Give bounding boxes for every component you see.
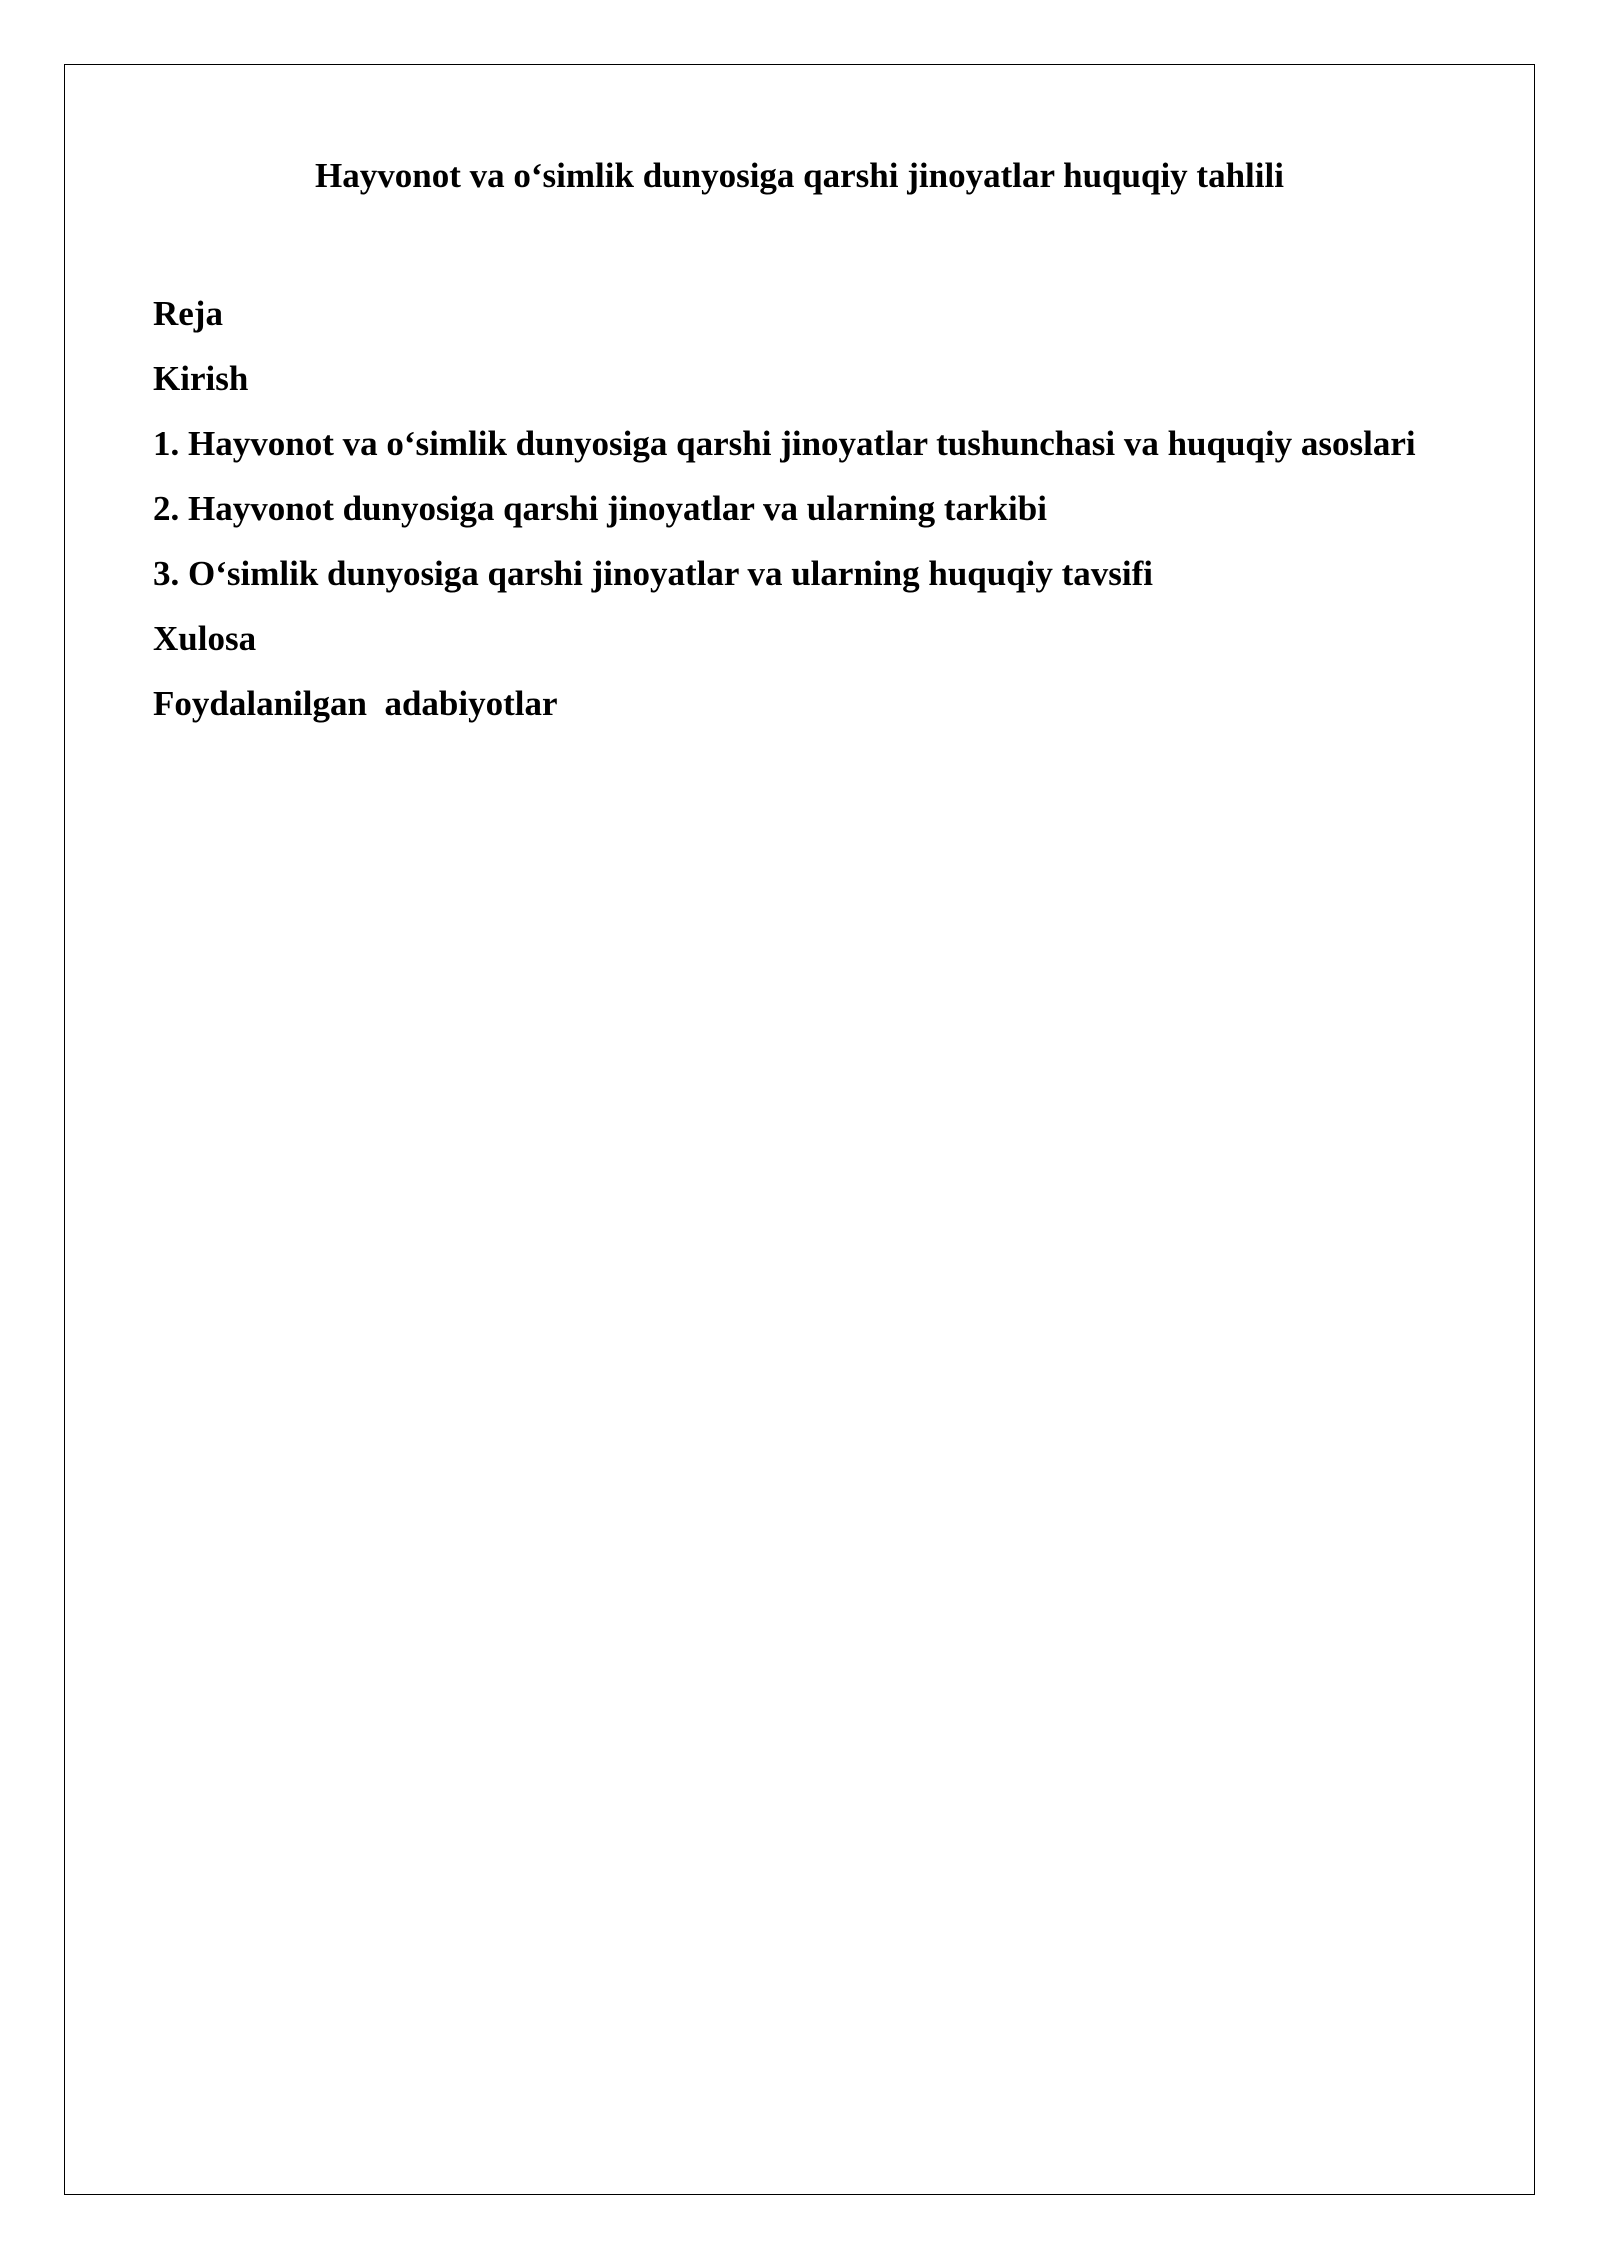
plan-item-2: 2. Hayvonot dunyosiga qarshi jinoyatlar va ularning tarkibi: [153, 489, 1047, 528]
plan-item-conclusion: Xulosa: [153, 619, 257, 658]
plan-section: [153, 281, 1487, 736]
plan-item-1: 1. Hayvonot va o‘simlik dunyosiga qarshi jinoyatlar tushunchasi va huquqiy asoslari: [153, 424, 1416, 463]
plan-heading: Reja: [153, 294, 223, 333]
plan-item-intro: Kirish: [153, 359, 249, 398]
plan-item-3: 3. O‘simlik dunyosiga qarshi jinoyatlar va ularning huquqiy tavsifi: [153, 554, 1154, 593]
plan-item-references: Foydalanilgan adabiyotlar: [153, 684, 558, 723]
document-title: Hayvonot va o‘simlik dunyosiga qarshi jinoyatlar huquqiy tahlili: [315, 156, 1284, 195]
